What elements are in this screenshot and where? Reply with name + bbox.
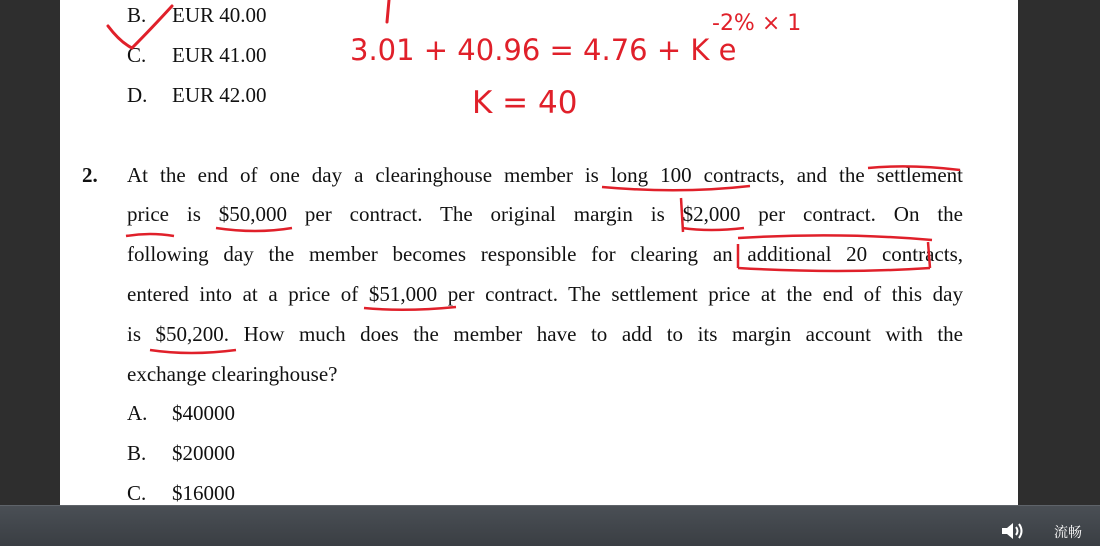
prev-option-c bbox=[127, 43, 267, 68]
question-line-2: price is $50,000 per contract. The original margin is $2,000 per contract. On the bbox=[127, 202, 963, 226]
option-text: EUR 40.00 bbox=[172, 3, 267, 27]
question-line-4: entered into at a price of $51,000 per contract. The settlement price at the end of this day bbox=[127, 282, 963, 306]
prev-option-b bbox=[127, 3, 267, 28]
question-line-1: At the end of one day a clearinghouse member is long 100 contracts, and the settlement bbox=[127, 163, 963, 187]
option-letter: B. bbox=[127, 441, 147, 465]
option-letter: D. bbox=[127, 83, 148, 107]
underline-50000 bbox=[216, 228, 292, 231]
left-margin bbox=[0, 0, 60, 546]
option-text: $40000 bbox=[172, 401, 235, 425]
handwritten-result: K = 40 bbox=[472, 85, 578, 121]
question-number: 2. bbox=[82, 163, 98, 187]
ink-stroke bbox=[387, 0, 389, 22]
handwritten-exponent: -2% × 1 bbox=[712, 11, 802, 36]
question-line-5: is $50,200. How much does the member have to add to its margin account with the bbox=[127, 322, 963, 346]
option-letter: C. bbox=[127, 43, 147, 67]
prev-option-d bbox=[127, 83, 267, 108]
question-line-6: exchange clearinghouse? bbox=[127, 362, 338, 386]
answer-option-b[interactable] bbox=[127, 441, 235, 466]
underline-51000 bbox=[364, 307, 456, 310]
right-margin bbox=[1018, 0, 1100, 546]
question-line-3: following day the member becomes responsible for clearing an additional 20 contracts, bbox=[127, 242, 963, 266]
option-letter: C. bbox=[127, 481, 147, 505]
option-text: $16000 bbox=[172, 481, 235, 505]
option-text: EUR 41.00 bbox=[172, 43, 267, 67]
speaker-icon[interactable] bbox=[1000, 520, 1026, 542]
underline-2000 bbox=[682, 228, 744, 230]
handwritten-equation: 3.01 + 40.96 = 4.76 + K e bbox=[350, 33, 737, 67]
underline-50200 bbox=[150, 350, 236, 353]
option-text: $20000 bbox=[172, 441, 235, 465]
underline-price bbox=[126, 234, 174, 236]
option-text: EUR 42.00 bbox=[172, 83, 267, 107]
answer-option-c[interactable] bbox=[127, 481, 235, 506]
answer-option-a[interactable] bbox=[127, 401, 235, 426]
option-letter: A. bbox=[127, 401, 148, 425]
quality-selector[interactable]: 流畅 bbox=[1054, 525, 1082, 541]
option-letter: B. bbox=[127, 3, 147, 27]
player-control-bar bbox=[0, 506, 1100, 546]
document-page bbox=[60, 0, 1018, 546]
